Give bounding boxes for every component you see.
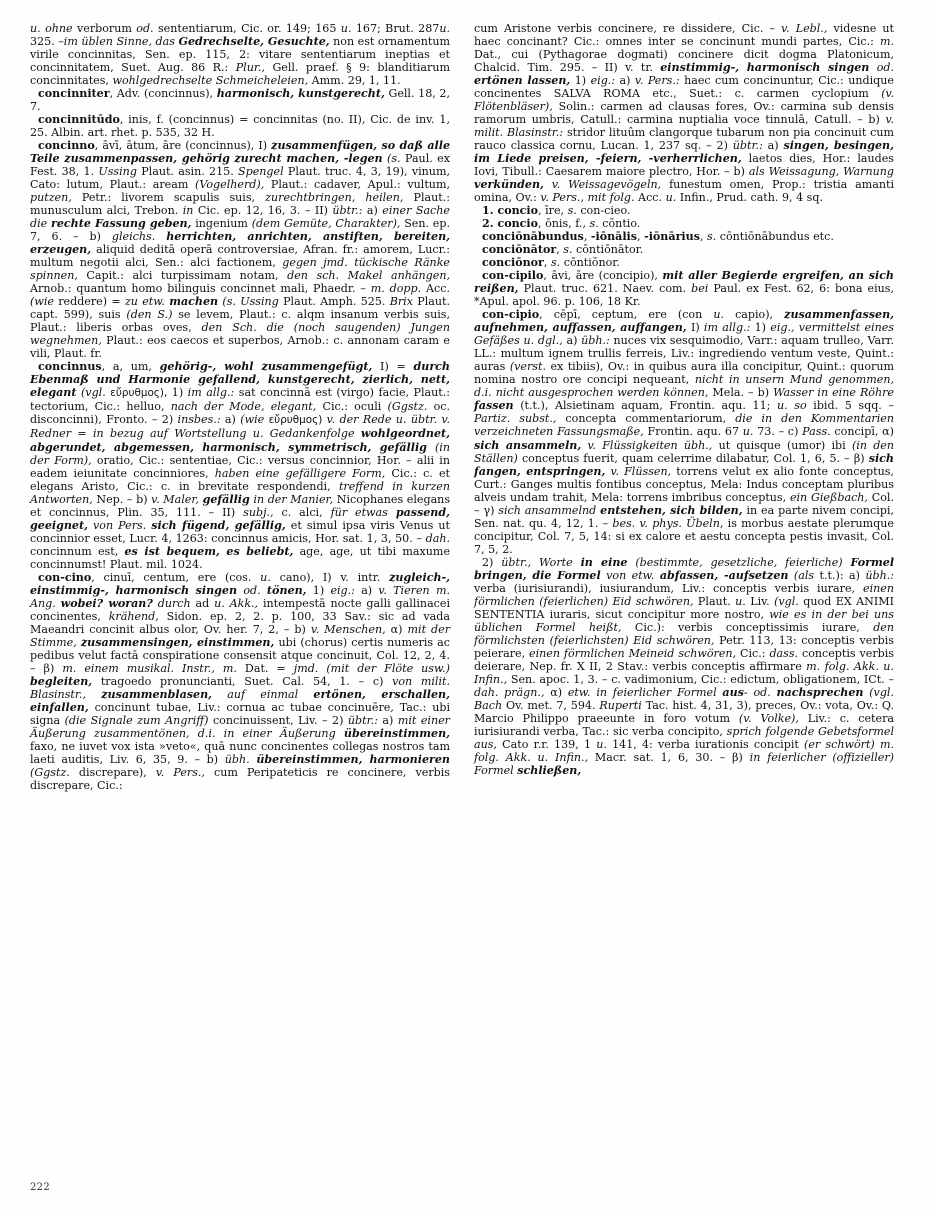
entry-concio-2: 2. concio, ōnis, f., s. cōntio.	[482, 217, 641, 231]
entry-con-cino-continued: cum Aristone verbis concinere, re dissidere, Cic. – v. Lebl., videsne ut haec concinant? Cic.: omnes inter se concinunt mundi partes, Cic.: m. Dat., cui (Pythagorae dogmati) concinere dicit dogma Platonicum, Chalcid. Tim. 295. – II) v. tr. einstimmig-, harmonisch singen od. ertönen lassen, 1) eig.: a) v. Pers.: haec cum concinuntur, Cic.: undique concinentes SALVA ROMA etc., Suet.: c. carmen cyclopium (v. Flötenbläser), Solin.: carmen ad clausas fores, Ov.: carmina sub densis ramorum umbris, Catull.: carmina nuptialia voce tinnulā, Catull. – b) v. milit. Blasinstr.: stridor lituûm clangorque tubarum non pia concinuit cum rauco classica cornu, Lucan. 1, 237 sq. – 2) übtr.: a) singen, besingen, im Liede preisen, -feiern, -verherrlichen, laetos dies, Hor.: laudes Iovi, Tibull.: Caesarem maiore plectro, Hor. – b) als Weissagung, Warnung verkünden, v. Weissagevögeln, funestum omen, Prop.: tristia amanti omina, Ov.: v. Pers., mit folg. Acc. u. Infin., Prud. cath. 9, 4 sq.	[474, 22, 895, 205]
entry-con-cino: con-cino, cinuī, centum, ere (cos. u. cano), I) v. intr. zugleich-, einstimmig-, harmonisch singen od. tönen, 1) eig.: a) v. Tieren m. Ang. wobei? woran? durch ad u. Akk., intempestā nocte galli gallinacei concinentes, krähend, Sidon. ep. 2, 2. p. 100, 33 Sav.: sic ad vada Maeandri concinit albus olor, Ov. her. 7, 2, – b) v. Menschen, α) mit der Stimme, zusammensingen, einstimmen, ubi (chorus) certis numeris ac pedibus velut factā conspiratione consensit atque concinuit, Col. 12, 2, 4. – β) m. einem musikal. Instr., m. Dat. = jmd. (mit der Flöte usw.) begleiten, tragoedo pronuncianti, Suet. Cal. 54, 1. – c) von milit. Blasinstr., zusammenblasen, auf einmal ertönen, erschallen, einfallen, concinunt tubae, Liv.: cornua ac tubae concinuēre, Tac.: ubi signa (die Signale zum Angriff) concinuissent, Liv. – 2) übtr.: a) mit einer Äußerung zusammentönen, d.i. in einer Äußerung übereinstimmen, faxo, ne iuvet vox ista »veto«, quā nunc concinentes collegas nostros tam laeti auditis, Liv. 6, 35, 9. – b) übh. übereinstimmen, harmonieren (Ggstz. discrepare), v. Pers., cum Peripateticis re concinere, verbis discrepare, Cic.:	[30, 570, 451, 792]
entry-con-cipio: con-cipio, cēpī, ceptum, ere (con u. capio), zusammenfassen, aufnehmen, auffassen, auffangen, I) im allg.: 1) eig., vermittelst eines Gefäßes u. dgl., a) übh.: nuces vix sesquimodio, Varr.: aquam trulleo, Varr. LL.: multum ignem trullis ferreis, Liv.: ingrediendo ventum veste, Quint.: auras (verst. ex tibiis), Ov.: in quibus aura illa concipitur, Quint.: quorum nomina nostro ore concipi nequeant, nicht in unsern Mund genommen, d.i. nicht ausgesprochen werden können, Mela. – b) Wasser in eine Röhre fassen (t.t.), Alsietinam aquam, Frontin. aqu. 11; u. so ibid. 5 sqq. – Partiz. subst., concepta commentariorum, die in den Kommentarien verzeichneten Fassungsmaße, Frontin. aqu. 67 u. 73. – c) Pass. concipī, α) sich ansammeln, v. Flüssigkeiten übh., ut quisque (umor) ibi (in den Ställen) conceptus fuerit, quam celerrime dilabatur, Col. 1, 6, 5. – β) sich fangen, entspringen, v. Flüssen, torrens velut ex alio fonte conceptus, Curt.: Ganges multis fontibus conceptus, Mela: Indus conceptam pluribus alveis undam trahit, Mela: torrens imbribus conceptus, ein Gießbach, Col. – γ) sich ansammelnd entstehen, sich bilden, in ea parte nivem concipi, Sen. nat. qu. 4, 12, 1. – bes. v. phys. Übeln, is morbus aestate plerumque concipitur, Col. 7, 5, 14: si ex calore et aestu concepta pestis invasit, Col. 7, 5, 2.	[474, 308, 895, 556]
right-column	[474, 22, 894, 1162]
entry-concionabundus: conciōnābundus, -iōnālis, -iōnārius, s. cōntiōnābundus etc.	[482, 230, 834, 244]
entry-concionator: conciōnātor, s. cōntiōnātor.	[482, 243, 644, 257]
entry-concinnitas-continued: u. ohne verborum od. sententiarum, Cic. or. 149; 165 u. 167; Brut. 287u. 325. –im üblen Sinne, das Gedrechselte, Gesuchte, non est ornamentum virile concinnitas, Sen. ep. 115, 2: vitare sententiarum ineptias et concinnitatem, Suet. Aug. 86 R.: Plur., Gell. praef. § 9: blanditiarum concinnitates, wohlgedrechselte Schmeicheleien, Amm. 29, 1, 11.	[30, 22, 451, 88]
entry-concinniter: concinniter, Adv. (concinnus), harmonisch, kunstgerecht, Gell. 18, 2, 7.	[30, 87, 450, 114]
left-column	[30, 22, 450, 1162]
entry-concio-1: 1. concio, īre, s. con-cieo.	[482, 204, 631, 218]
page-number: 222	[30, 1182, 50, 1193]
entry-concionor: conciōnor, s. cōntiōnor.	[482, 256, 620, 270]
entry-concinnitudo: concinnitūdo, inis, f. (concinnus) = concinnitas (no. II), Cic. de inv. 1, 25. Albin. art. rhet. p. 535, 32 H.	[30, 113, 450, 140]
entry-concinnus: concinnus, a, um, gehörig-, wohl zusammengefügt, I) = durch Ebenmaß und Harmonie gefallend, kunstgerecht, zierlich, nett, elegant (vgl. εὔρυθμος), 1) im allg.: sat concinnā est (virgo) facie, Plaut.: tectorium, Cic.: helluo, nach der Mode, elegant, Cic.: oculi (Ggstz. oc. disconcinni), Fronto. – 2) insbes.: a) (wie εὔρυθμος) v. der Rede u. übtr. v. Redner = in bezug auf Wortstellung u. Gedankenfolge wohlgeordnet, abgerundet, abgemessen, harmonisch, symmetrisch, gefällig (in der Form), oratio, Cic.: sententiae, Cic.: versus concinnior, Hor. – alii in eadem ieiunitate concinniores, haben eine gefälligere Form, Cic.: c. et elegans Aristo, Cic.: c. in brevitate respondendi, treffend in kurzen Antworten, Nep. – b) v. Maler, gefällig in der Manier, Nicophanes elegans et concinnus, Plin. 35, 111. – II) subj., c. alci, für etwas passend, geeignet, von Pers. sich fügend, gefällig, et simul ipsa viris Venus ut concinnior esset, Lucr. 4, 1263: concinnus amicis, Hor. sat. 1, 3, 50. – dah. concinnum est, es ist bequem, es beliebt, age, age, ut tibi maxume concinnumst! Plaut. mil. 1024.	[30, 360, 451, 571]
entry-con-cipio-sense-2: 2) übtr., Worte in eine (bestimmte, gesetzliche, feierliche) Formel bringen, die Formel von etw. abfassen, -aufsetzen (als t.t.): a) übh.: verba (iurisiurandi), iusiurandum, Liv.: conceptis verbis iurare, einen förmlichen (feierlichen) Eid schwören, Plaut. u. Liv. (vgl. quod EX ANIMI SENTENTIA iuraris, sicut concipitur more nostro, wie es in der bei uns üblichen Formel heißt, Cic.): verbis conceptissimis iurare, den förmlichsten (feierlichsten) Eid schwören, Petr. 113, 13: conceptis verbis peierare, einen förmlichen Meineid schwören, Cic.: dass. conceptis verbis deierare, Nep. fr. X II, 2 Stav.: verbis conceptis affirmare m. folg. Akk. u. Infin., Sen. apoc. 1, 3. – c. vadimonium, Cic.: edictum, obligationem, ICt. – dah. prägn., α) etw. in feierlicher Formel aus- od. nachsprechen (vgl. Bach Ov. met. 7, 594. Ruperti Tac. hist. 4, 31, 3), preces, Ov.: vota, Ov.: Q. Marcio Philippo praeeunte in foro votum (v. Volke), Liv.: c. cetera iurisiurandi verba, Tac.: sic verba concipito, sprich folgende Gebetsformel aus, Cato r.r. 139, 1 u. 141, 4: verba iurationis concipit (er schwört) m. folg. Akk. u. Infin., Macr. sat. 1, 6, 30. – β) in feierlicher (offizieller) Formel schließen,	[474, 555, 895, 777]
two-column-body	[30, 22, 906, 1162]
entry-con-cipilo: con-cipilo, āvi, āre (concipio), mit aller Begierde ergreifen, an sich reißen, Plaut. truc. 621. Naev. com. bei Paul. ex Fest. 62, 6: bona eius, *Apul. apol. 96. p. 106, 18 Kr.	[474, 269, 894, 309]
entry-concinno: concinno, āvī, ātum, āre (concinnus), I) zusammenfügen, so daß alle Teile zusammenpassen, gehörig zurecht machen, -legen (s. Paul. ex Fest. 38, 1. Ussing Plaut. asin. 215. Spengel Plaut. truc. 4, 3, 19), vinum, Cato: lutum, Plaut.: aream (Vogelherd), Plaut.: cadaver, Apul.: vultum, putzen, Petr.: livorem scapulis suis, zurechtbringen, heilen, Plaut.: munusculum alci, Trebon. in Cic. ep. 12, 16, 3. – II) übtr.: a) einer Sache die rechte Fassung geben, ingenium (dem Gemüte, Charakter), Sen. ep. 7, 6. – b) gleichs. herrichten, anrichten, anstiften, bereiten, erzeugen, aliquid deditā operā controversiae, Afran. fr.: amorem, Lucr.: multum negotii alci, Sen.: alci factionem, gegen jmd. tückische Ränke spinnen, Capit.: alci turpissimam notam, den sch. Makel anhängen, Arnob.: quantum homo bilinguis concinnet mali, Phaedr. – m. dopp. Acc. (wie reddere) = zu etw. machen (s. Ussing Plaut. Amph. 525. Brix Plaut. capt. 599), suis (den S.) se levem, Plaut.: c. alqm insanum verbis suis, Plaut.: liberis orbas oves, den Sch. die (noch saugenden) Jungen wegnehmen, Plaut.: eos caecos et superbos, Arnob.: c. annonam caram e vili, Plaut. fr.	[30, 139, 451, 361]
